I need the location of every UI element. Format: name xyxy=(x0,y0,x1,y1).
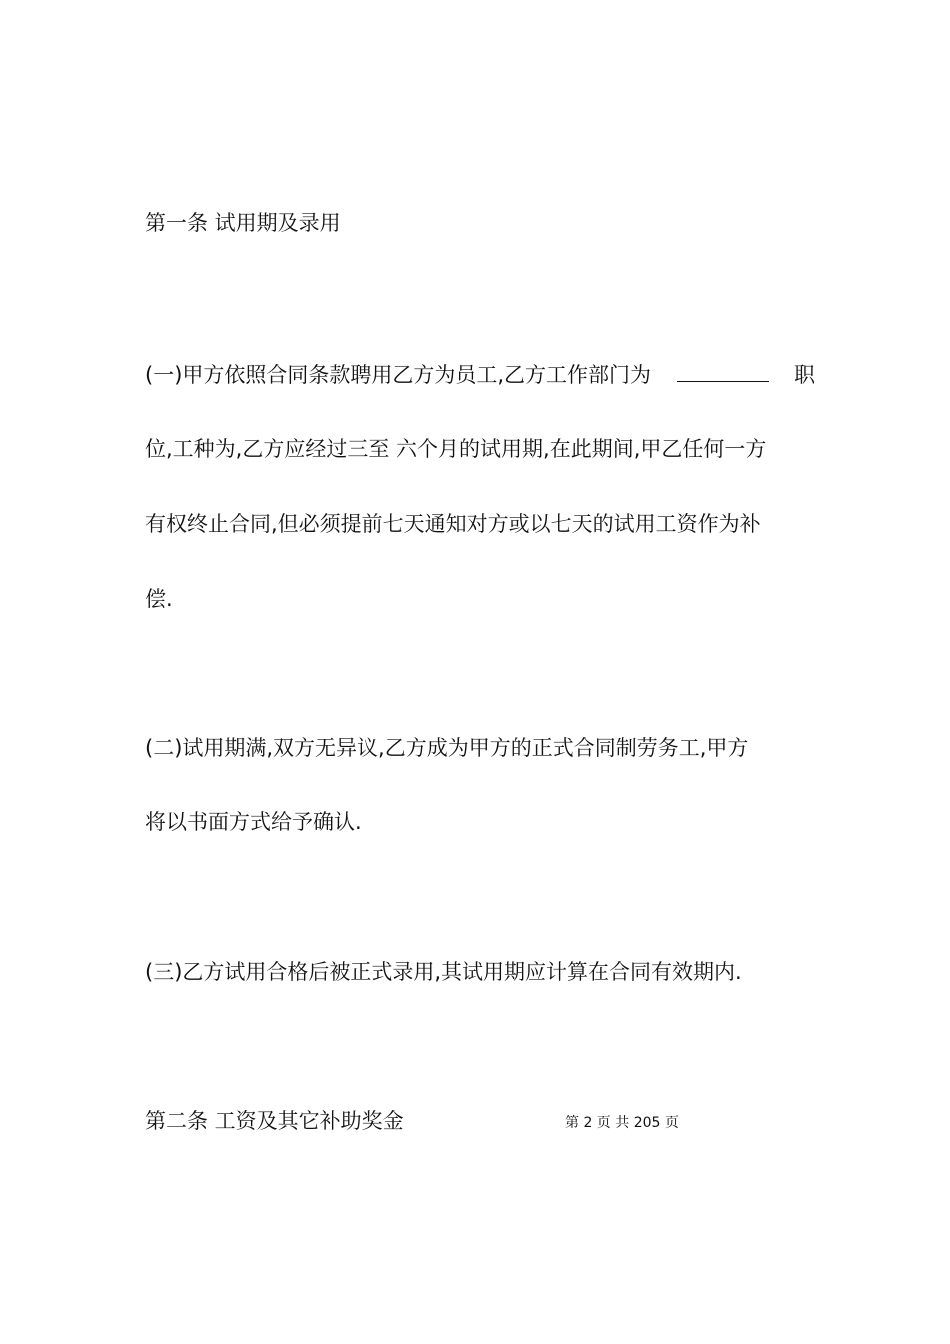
clause-1-line-4: 偿. xyxy=(145,587,173,611)
clause-1-text-a: (一)甲方依照合同条款聘用乙方为员工,乙方工作部门为 xyxy=(145,363,652,387)
clause-1-line-1 xyxy=(145,361,815,389)
department-blank-field xyxy=(677,361,769,382)
clause-1-line-2: 位,工种为,乙方应经过三至 六个月的试用期,在此期间,甲乙任何一方 xyxy=(145,437,767,461)
article-2-heading: 第二条 工资及其它补助奖金 xyxy=(145,1109,404,1133)
clause-1-text-b: 职 xyxy=(794,363,815,387)
article-1-heading: 第一条 试用期及录用 xyxy=(145,211,341,235)
clause-3-line-1: (三)乙方试用合格后被正式录用,其试用期应计算在合同有效期内. xyxy=(145,960,742,984)
clause-2-line-2: 将以书面方式给予确认. xyxy=(145,810,362,834)
clause-2-line-1: (二)试用期满,双方无异议,乙方成为甲方的正式合同制劳务工,甲方 xyxy=(145,736,749,760)
page-number-footer: 第 2 页 共 205 页 xyxy=(565,1115,679,1131)
clause-1-line-3: 有权终止合同,但必须提前七天通知对方或以七天的试用工资作为补 xyxy=(145,512,761,536)
